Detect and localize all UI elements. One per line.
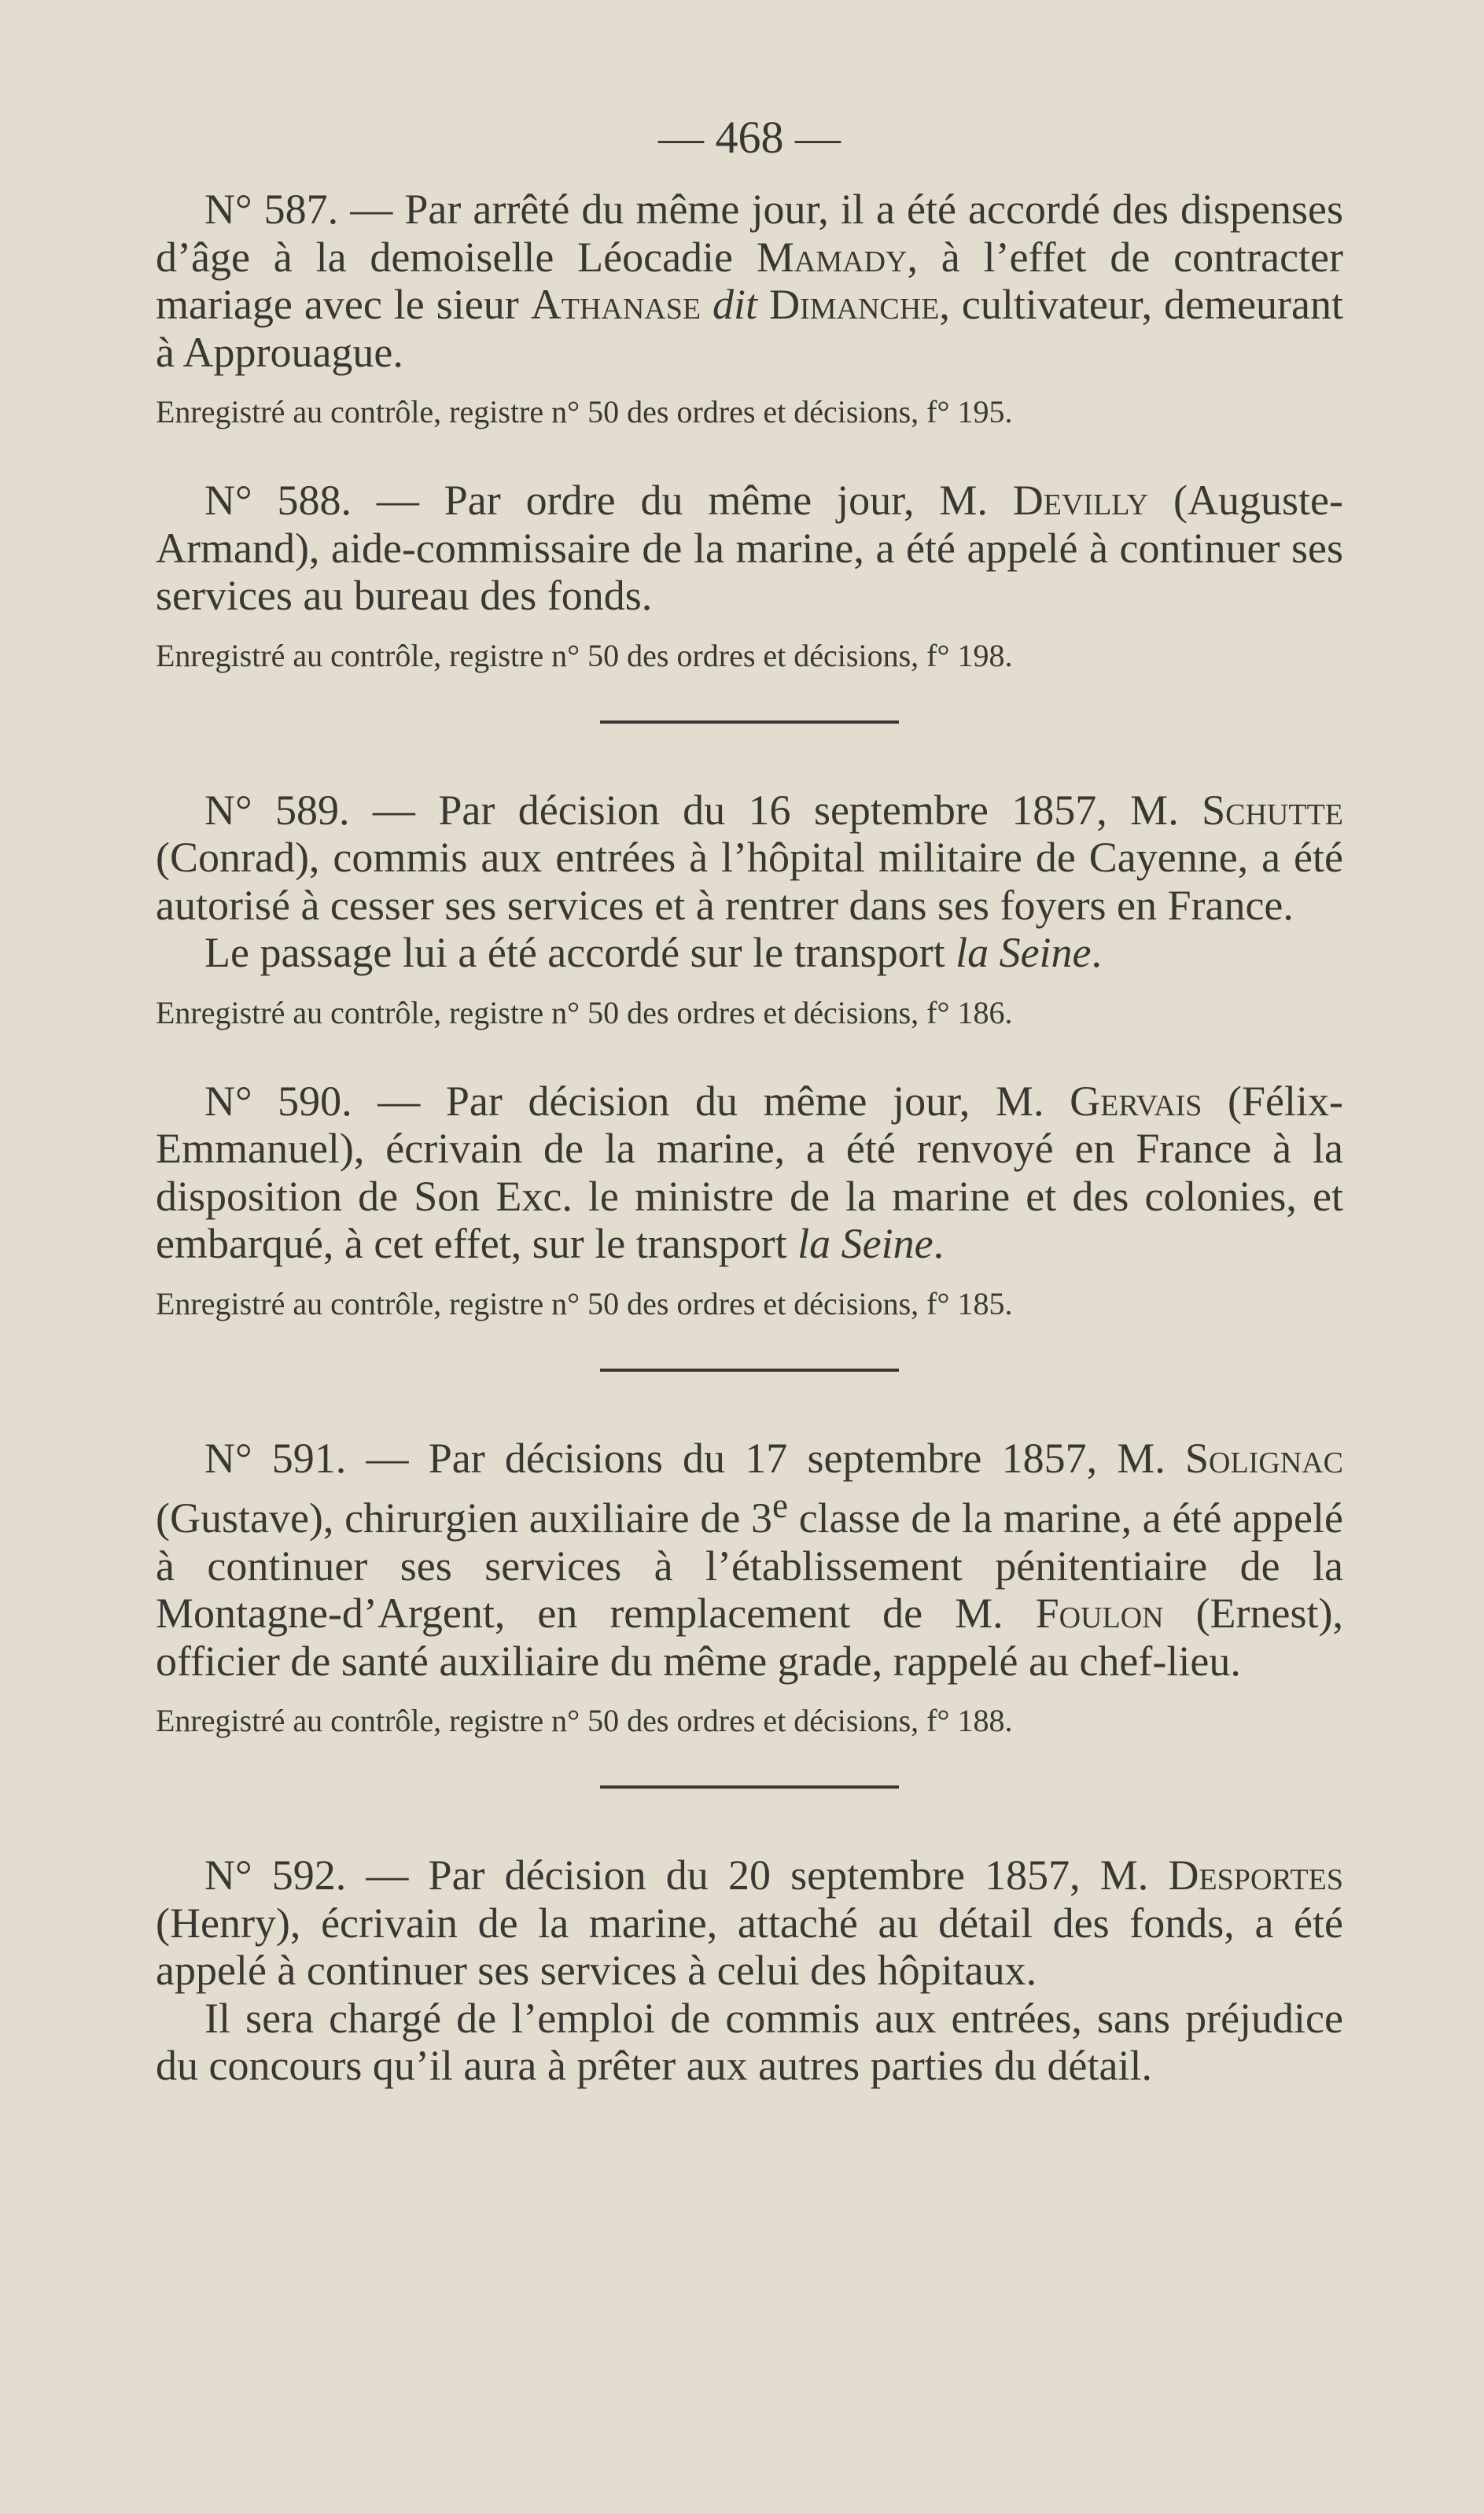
entry-number: N° 588. — [204, 477, 352, 524]
person-name: Mamady — [756, 233, 908, 281]
entry-number: N° 592. — [204, 1852, 347, 1899]
entry-589 — [156, 787, 1343, 1032]
entry-number: N° 590. — [204, 1077, 352, 1125]
entry-text-continued: Il sera chargé de l’emploi de commis aux entrées, sans préjudice du concours qu’il aura à prêter aux autres parties du détail. — [156, 1994, 1343, 2089]
entry-text: N° 592. — Par décision du 20 septembre 1857, M. Desportes (Henry), écrivain de la marine, attaché au détail des fonds, a été appelé à continuer ses services à celui des hôpitaux. — [156, 1852, 1344, 1994]
entry-text: N° 590. — Par décision du même jour, M. Gervais (Félix-Emmanuel), écrivain de la marine, a été renvoyé en France à la disposition de Son Exc. le ministre de la marine et des colonies, et embarqué, à cet effet, sur le transport la Seine. — [156, 1077, 1343, 1267]
registration-note: Enregistré au contrôle, registre n° 50 des ordres et décisions, f° 195. — [156, 394, 1013, 429]
person-name: Devilly — [1012, 477, 1149, 524]
person-name: Solignac — [1185, 1434, 1344, 1482]
entry-text: N° 587. — Par arrêté du même jour, il a été accordé des dispenses d’âge à la demoiselle Léocadie Mamady, à l’effet de contracter mariage avec le sieur Athanase dit Dimanche, cultivateur, demeurant à Approuague. — [156, 186, 1344, 376]
entry-text-continued: Le passage lui a été accordé sur le transport la Seine. — [204, 929, 1103, 976]
entry-text: N° 589. — Par décision du 16 septembre 1857, M. Schutte (Conrad), commis aux entrées à l’hôpital militaire de Cayenne, a été autorisé à cesser ses services et à rentrer dans ses foyers en France. — [156, 786, 1344, 929]
entry-591 — [156, 1435, 1343, 1741]
section-divider — [600, 720, 899, 724]
registration-note: Enregistré au contrôle, registre n° 50 des ordres et décisions, f° 198. — [156, 637, 1013, 673]
entry-number: N° 591. — [204, 1434, 347, 1482]
entry-text: N° 591. — Par décisions du 17 septembre 1857, M. Solignac (Gustave), chirurgien auxiliaire de 3e classe de la marine, a été appelé à continuer ses services à l’établissement pénitentiaire de la Montagne-d’Argent, en remplacement de M. Foulon (Ernest), officier de santé auxiliaire du même grade, rappelé au chef-lieu. — [156, 1434, 1344, 1685]
entry-number: N° 587. — [204, 186, 339, 233]
registration-note: Enregistré au contrôle, registre n° 50 des ordres et décisions, f° 188. — [156, 1703, 1013, 1738]
entry-number: N° 589. — [204, 786, 350, 834]
person-name: Foulon — [1035, 1590, 1164, 1637]
person-name: Desportes — [1168, 1852, 1344, 1899]
entry-text: N° 588. — Par ordre du même jour, M. Devilly (Auguste-Armand), aide-commissaire de la marine, a été appelé à continuer ses services au bureau des fonds. — [156, 477, 1343, 619]
entry-590 — [156, 1078, 1343, 1323]
entry-588 — [156, 477, 1343, 675]
section-divider — [600, 1785, 899, 1789]
registration-note: Enregistré au contrôle, registre n° 50 des ordres et décisions, f° 186. — [156, 994, 1013, 1030]
document-page — [156, 110, 1343, 2090]
person-name: Athanase — [530, 281, 701, 328]
person-name: Gervais — [1070, 1077, 1202, 1125]
registration-note: Enregistré au contrôle, registre n° 50 des ordres et décisions, f° 185. — [156, 1285, 1013, 1321]
page-number: — 468 — — [658, 112, 841, 163]
entry-587 — [156, 186, 1343, 431]
person-name: Schutte — [1202, 786, 1344, 834]
entry-592 — [156, 1852, 1343, 2090]
person-name: Dimanche — [769, 281, 940, 328]
section-divider — [600, 1369, 899, 1372]
